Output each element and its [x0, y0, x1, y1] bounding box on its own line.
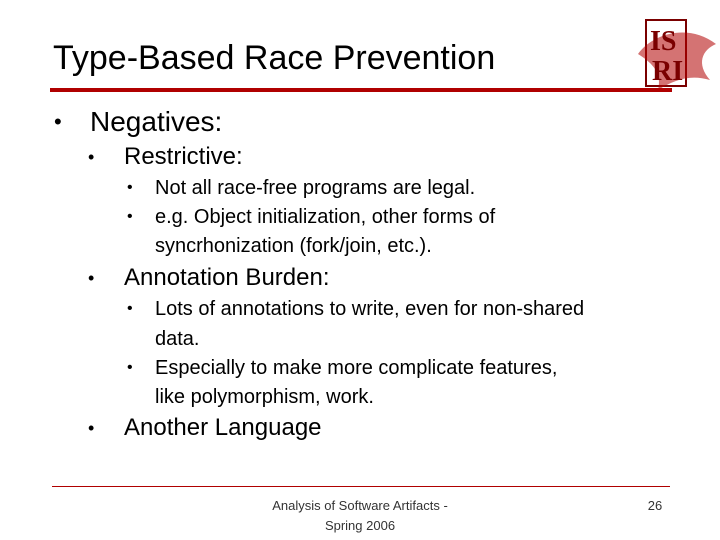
footer-line-1: Analysis of Software Artifacts - — [272, 498, 448, 513]
bullet-another-language — [88, 414, 322, 442]
bullet-text: Annotation Burden: — [124, 264, 330, 291]
bullet-continuation: like polymorphism, work. — [155, 386, 374, 408]
footer-line-2: Spring 2006 — [324, 518, 396, 533]
bullet-dot: • — [127, 359, 133, 376]
bullet-annotation-burden — [88, 264, 330, 292]
bullet-complicate-features — [127, 356, 558, 380]
bullet-restrictive — [88, 143, 243, 171]
bullet-continuation: data. — [155, 328, 200, 350]
bullet-text: Lots of annotations to write, even for non-shared — [155, 298, 585, 320]
bullet-dot: • — [127, 208, 133, 225]
page-number: 26 — [647, 498, 663, 513]
bullet-text: Not all race-free programs are legal. — [155, 177, 476, 199]
bullet-text: Restrictive: — [124, 143, 243, 170]
bullet-dot: • — [127, 179, 133, 196]
slide-title: Type-Based Race Prevention — [53, 39, 496, 77]
bullet-negatives — [54, 106, 223, 138]
bullet-dot: • — [88, 418, 95, 438]
bullet-dot: • — [88, 147, 95, 167]
bullet-lots-of-annotations — [127, 297, 585, 321]
bullet-not-all-race-free — [127, 176, 476, 200]
bullet-text: Negatives: — [90, 106, 223, 137]
footer-divider — [52, 486, 670, 487]
bullet-dot: • — [127, 300, 133, 317]
svg-text:RI: RI — [652, 56, 684, 87]
svg-text:IS: IS — [650, 26, 677, 57]
bullet-dot: • — [88, 268, 95, 288]
bullet-text: Another Language — [124, 414, 322, 441]
title-underline — [50, 88, 672, 92]
footer-caption — [250, 496, 470, 536]
bullet-text: e.g. Object initialization, other forms of — [155, 206, 496, 228]
bullet-object-initialization — [127, 205, 496, 229]
bullet-dot: • — [54, 109, 62, 134]
isri-logo — [632, 14, 720, 94]
bullet-text: Especially to make more complicate features, — [155, 357, 558, 379]
bullet-continuation: syncrhonization (fork/join, etc.). — [155, 235, 432, 257]
